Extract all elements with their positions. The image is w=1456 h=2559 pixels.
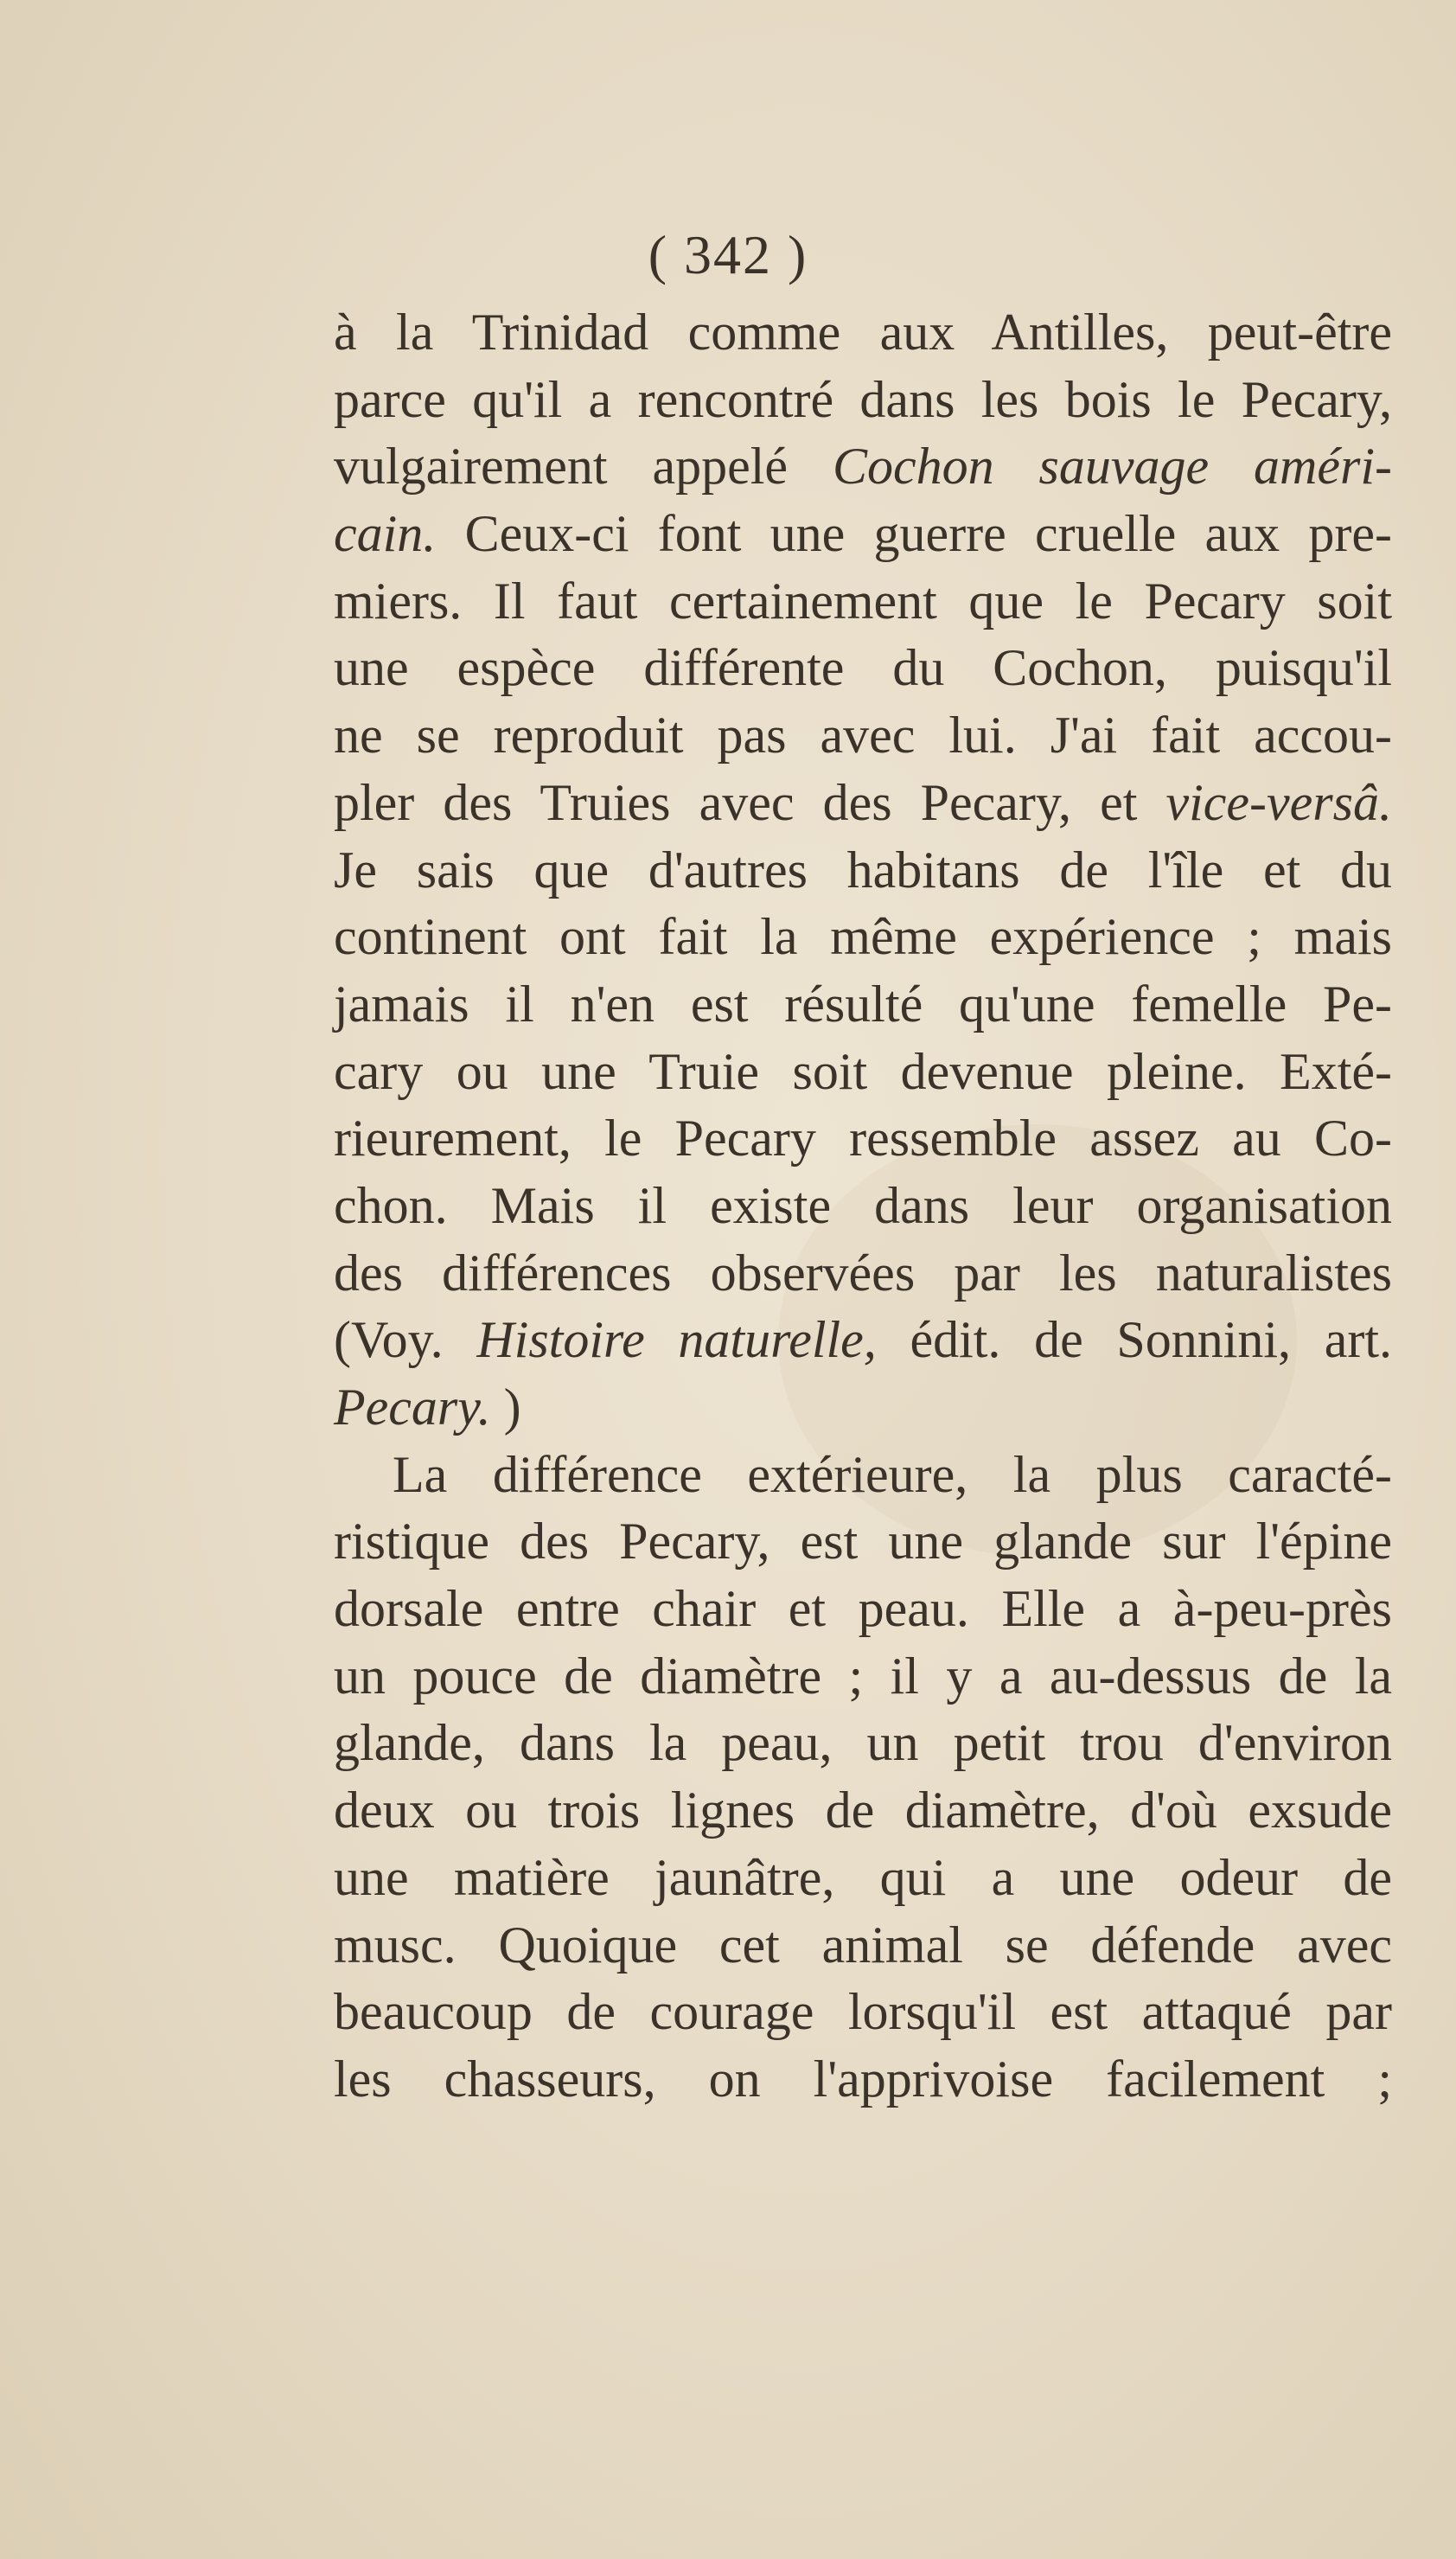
page-number: ( 342 ) [648, 224, 808, 285]
text-span: vulgairement appelé [334, 438, 833, 496]
text-span: musc. Quoique cet animal se défende avec [334, 1916, 1392, 1974]
text-line [334, 1845, 1392, 1912]
text-line [334, 904, 1392, 971]
text-line [334, 1508, 1392, 1576]
text-span: ristique des Pecary, est une glande sur l'épine [334, 1513, 1392, 1571]
text-line [334, 837, 1392, 905]
text-span: rieurement, le Pecary ressemble assez au Co- [334, 1110, 1392, 1168]
text-span: dorsale entre chair et peau. Elle a à-peu-près [334, 1580, 1392, 1638]
text-span: chon. Mais il existe dans leur organisation [334, 1176, 1392, 1234]
text-span: beaucoup de courage lorsqu'il est attaqué par [334, 1983, 1392, 2041]
text-span: un pouce de diamètre ; il y a au-dessus de la [334, 1647, 1392, 1705]
text-span: édit. de Sonnini, art. [876, 1311, 1392, 1369]
text-line [334, 1173, 1392, 1240]
italic-text: vice-versâ. [1165, 773, 1392, 831]
text-line [334, 568, 1392, 636]
text-line [334, 702, 1392, 770]
text-span: Ceux-ci font une guerre cruelle aux pre- [436, 505, 1392, 563]
text-span: parce qu'il a rencontré dans les bois le Pecary, [334, 370, 1392, 428]
text-span: ne se reproduit pas avec lui. J'ai fait accou- [334, 707, 1392, 765]
text-line [334, 501, 1392, 568]
text-line [334, 1777, 1392, 1845]
text-line [334, 1240, 1392, 1308]
text-line [334, 2046, 1392, 2114]
text-span: miers. Il faut certainement que le Pecary soit [334, 572, 1392, 630]
text-line [334, 1979, 1392, 2046]
italic-text: Histoire naturelle, [476, 1311, 877, 1369]
text-line [334, 1710, 1392, 1777]
text-line [334, 1912, 1392, 1980]
text-span: une matière jaunâtre, qui a une odeur de [334, 1848, 1392, 1906]
text-line [334, 971, 1392, 1039]
text-line [334, 299, 1392, 367]
text-line [334, 770, 1392, 837]
text-line [334, 367, 1392, 434]
text-line [334, 635, 1392, 702]
text-line [334, 1442, 1392, 1509]
text-span: des différences observées par les naturalistes [334, 1244, 1392, 1302]
text-span: cary ou une Truie soit devenue pleine. Exté- [334, 1042, 1392, 1100]
text-span: glande, dans la peau, un petit trou d'environ [334, 1714, 1392, 1772]
text-line [334, 1576, 1392, 1643]
text-line [334, 433, 1392, 501]
italic-text: cain. [334, 505, 437, 563]
text-span: continent ont fait la même expérience ; mais [334, 908, 1392, 966]
text-span: Je sais que d'autres habitans de l'île et du [334, 841, 1392, 899]
text-line [334, 1374, 1392, 1442]
text-span: pler des Truies avec des Pecary, et [334, 773, 1166, 831]
text-span: La différence extérieure, la plus caracté- [393, 1445, 1392, 1503]
italic-text: Cochon sauvage améri- [832, 438, 1392, 496]
text-span: deux ou trois lignes de diamètre, d'où exsude [334, 1782, 1392, 1839]
italic-text: Pecary. [334, 1379, 491, 1436]
text-line [334, 1643, 1392, 1711]
text-span: (Voy. [334, 1311, 477, 1369]
body-text [334, 299, 1392, 2114]
text-span: jamais il n'en est résulté qu'une femelle Pe- [334, 975, 1392, 1033]
text-line [334, 1039, 1392, 1106]
text-span: une espèce différente du Cochon, puisqu'il [334, 639, 1392, 697]
text-span: à la Trinidad comme aux Antilles, peut-être [334, 304, 1392, 361]
text-line [334, 1105, 1392, 1173]
text-line [334, 1307, 1392, 1374]
text-span: ) [490, 1379, 521, 1436]
text-span: les chasseurs, on l'apprivoise facilement ; [334, 2050, 1392, 2108]
